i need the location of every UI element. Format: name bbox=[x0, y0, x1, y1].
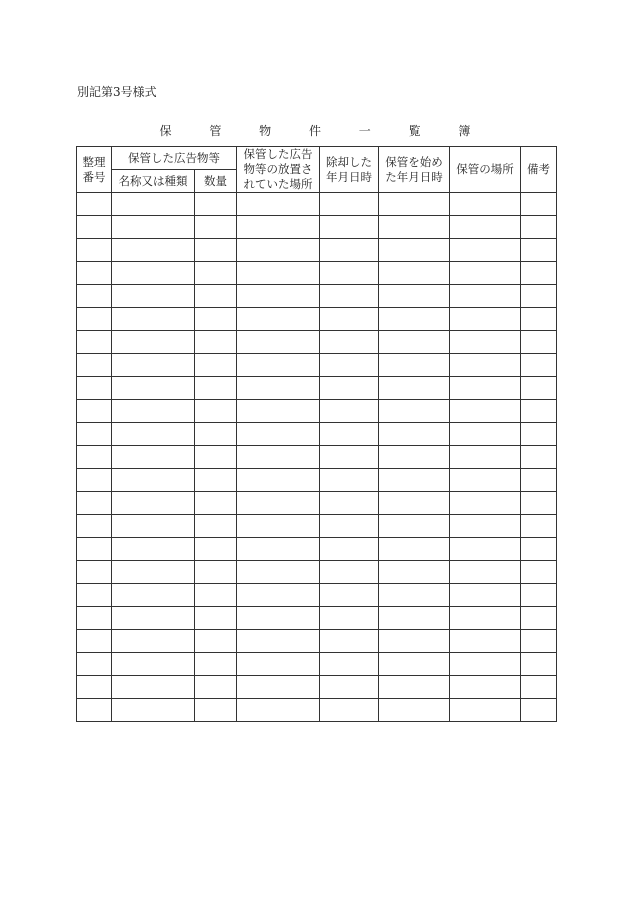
cell-number bbox=[77, 216, 112, 239]
cell-quantity bbox=[195, 561, 237, 584]
cell-number bbox=[77, 331, 112, 354]
table-row bbox=[77, 354, 557, 377]
cell-storage-start bbox=[379, 446, 450, 469]
cell-remarks bbox=[521, 607, 557, 630]
cell-abandoned-place bbox=[237, 446, 320, 469]
cell-removal-datetime bbox=[320, 331, 379, 354]
cell-number bbox=[77, 262, 112, 285]
header-abandoned-place bbox=[237, 147, 320, 193]
cell-abandoned-place bbox=[237, 538, 320, 561]
cell-number bbox=[77, 561, 112, 584]
cell-abandoned-place bbox=[237, 607, 320, 630]
cell-removal-datetime bbox=[320, 538, 379, 561]
cell-quantity bbox=[195, 699, 237, 722]
cell-name-or-type bbox=[112, 492, 195, 515]
cell-name-or-type bbox=[112, 423, 195, 446]
cell-remarks bbox=[521, 193, 557, 216]
cell-storage-place bbox=[450, 653, 521, 676]
header-abandoned-line2: 物等の放置さ bbox=[243, 162, 313, 176]
cell-removal-datetime bbox=[320, 400, 379, 423]
table-row bbox=[77, 561, 557, 584]
cell-quantity bbox=[195, 676, 237, 699]
cell-removal-datetime bbox=[320, 216, 379, 239]
cell-quantity bbox=[195, 630, 237, 653]
cell-storage-start bbox=[379, 193, 450, 216]
cell-storage-start bbox=[379, 607, 450, 630]
cell-storage-place bbox=[450, 538, 521, 561]
cell-number bbox=[77, 492, 112, 515]
cell-abandoned-place bbox=[237, 262, 320, 285]
cell-quantity bbox=[195, 469, 237, 492]
cell-abandoned-place bbox=[237, 423, 320, 446]
table-row bbox=[77, 308, 557, 331]
cell-storage-start bbox=[379, 492, 450, 515]
cell-name-or-type bbox=[112, 630, 195, 653]
cell-quantity bbox=[195, 653, 237, 676]
cell-abandoned-place bbox=[237, 653, 320, 676]
cell-removal-datetime bbox=[320, 262, 379, 285]
cell-name-or-type bbox=[112, 561, 195, 584]
cell-removal-datetime bbox=[320, 285, 379, 308]
table-row bbox=[77, 193, 557, 216]
cell-storage-start bbox=[379, 400, 450, 423]
table-row bbox=[77, 699, 557, 722]
table-row bbox=[77, 216, 557, 239]
table-row bbox=[77, 400, 557, 423]
cell-name-or-type bbox=[112, 331, 195, 354]
table-row bbox=[77, 331, 557, 354]
header-remarks: 備考 bbox=[521, 147, 557, 193]
cell-removal-datetime bbox=[320, 515, 379, 538]
cell-removal-datetime bbox=[320, 607, 379, 630]
cell-name-or-type bbox=[112, 354, 195, 377]
cell-remarks bbox=[521, 492, 557, 515]
cell-number bbox=[77, 446, 112, 469]
cell-number bbox=[77, 653, 112, 676]
cell-removal-datetime bbox=[320, 377, 379, 400]
cell-storage-start bbox=[379, 377, 450, 400]
cell-name-or-type bbox=[112, 653, 195, 676]
cell-storage-start bbox=[379, 630, 450, 653]
cell-name-or-type bbox=[112, 446, 195, 469]
cell-number bbox=[77, 239, 112, 262]
cell-name-or-type bbox=[112, 607, 195, 630]
cell-name-or-type bbox=[112, 377, 195, 400]
cell-abandoned-place bbox=[237, 400, 320, 423]
cell-quantity bbox=[195, 239, 237, 262]
table-row bbox=[77, 285, 557, 308]
cell-storage-start bbox=[379, 515, 450, 538]
cell-number bbox=[77, 193, 112, 216]
cell-removal-datetime bbox=[320, 308, 379, 331]
cell-remarks bbox=[521, 239, 557, 262]
cell-storage-place bbox=[450, 400, 521, 423]
cell-remarks bbox=[521, 653, 557, 676]
cell-storage-place bbox=[450, 469, 521, 492]
cell-name-or-type bbox=[112, 676, 195, 699]
table-row bbox=[77, 584, 557, 607]
cell-quantity bbox=[195, 515, 237, 538]
cell-quantity bbox=[195, 584, 237, 607]
cell-storage-place bbox=[450, 584, 521, 607]
cell-storage-place bbox=[450, 216, 521, 239]
cell-storage-place bbox=[450, 676, 521, 699]
cell-storage-start bbox=[379, 423, 450, 446]
cell-removal-datetime bbox=[320, 239, 379, 262]
cell-quantity bbox=[195, 446, 237, 469]
cell-name-or-type bbox=[112, 469, 195, 492]
cell-storage-place bbox=[450, 515, 521, 538]
cell-storage-place bbox=[450, 561, 521, 584]
cell-remarks bbox=[521, 676, 557, 699]
cell-name-or-type bbox=[112, 699, 195, 722]
cell-storage-start bbox=[379, 653, 450, 676]
cell-quantity bbox=[195, 492, 237, 515]
header-removal-datetime bbox=[320, 147, 379, 193]
cell-abandoned-place bbox=[237, 515, 320, 538]
cell-storage-place bbox=[450, 308, 521, 331]
cell-quantity bbox=[195, 354, 237, 377]
cell-quantity bbox=[195, 308, 237, 331]
cell-quantity bbox=[195, 377, 237, 400]
cell-remarks bbox=[521, 216, 557, 239]
cell-quantity bbox=[195, 262, 237, 285]
cell-number bbox=[77, 538, 112, 561]
header-removal-line1: 除却した bbox=[326, 154, 372, 169]
cell-storage-start bbox=[379, 308, 450, 331]
cell-abandoned-place bbox=[237, 285, 320, 308]
cell-removal-datetime bbox=[320, 653, 379, 676]
cell-removal-datetime bbox=[320, 469, 379, 492]
header-start-line2: た年月日時 bbox=[385, 169, 443, 184]
cell-quantity bbox=[195, 423, 237, 446]
header-storage-place: 保管の場所 bbox=[450, 147, 521, 193]
cell-abandoned-place bbox=[237, 239, 320, 262]
cell-abandoned-place bbox=[237, 377, 320, 400]
table-row bbox=[77, 630, 557, 653]
cell-number bbox=[77, 285, 112, 308]
cell-number bbox=[77, 308, 112, 331]
cell-remarks bbox=[521, 262, 557, 285]
header-name-or-type: 名称又は種類 bbox=[112, 170, 195, 193]
cell-storage-start bbox=[379, 331, 450, 354]
cell-storage-place bbox=[450, 423, 521, 446]
cell-storage-place bbox=[450, 492, 521, 515]
cell-storage-place bbox=[450, 699, 521, 722]
header-row-1 bbox=[77, 147, 557, 170]
table-row bbox=[77, 446, 557, 469]
cell-remarks bbox=[521, 446, 557, 469]
cell-storage-start bbox=[379, 285, 450, 308]
header-start-line1: 保管を始め bbox=[385, 154, 443, 169]
cell-name-or-type bbox=[112, 308, 195, 331]
cell-number bbox=[77, 469, 112, 492]
table-row bbox=[77, 607, 557, 630]
cell-storage-start bbox=[379, 561, 450, 584]
cell-abandoned-place bbox=[237, 193, 320, 216]
cell-remarks bbox=[521, 423, 557, 446]
cell-name-or-type bbox=[112, 216, 195, 239]
cell-storage-start bbox=[379, 676, 450, 699]
cell-storage-place bbox=[450, 377, 521, 400]
cell-storage-place bbox=[450, 331, 521, 354]
table-row bbox=[77, 492, 557, 515]
cell-storage-start bbox=[379, 354, 450, 377]
cell-abandoned-place bbox=[237, 216, 320, 239]
cell-abandoned-place bbox=[237, 308, 320, 331]
cell-remarks bbox=[521, 308, 557, 331]
cell-name-or-type bbox=[112, 285, 195, 308]
cell-abandoned-place bbox=[237, 699, 320, 722]
cell-storage-start bbox=[379, 699, 450, 722]
cell-remarks bbox=[521, 538, 557, 561]
cell-abandoned-place bbox=[237, 331, 320, 354]
header-abandoned-line1: 保管した広告 bbox=[243, 147, 313, 161]
cell-number bbox=[77, 607, 112, 630]
cell-storage-start bbox=[379, 538, 450, 561]
cell-name-or-type bbox=[112, 584, 195, 607]
cell-name-or-type bbox=[112, 239, 195, 262]
cell-removal-datetime bbox=[320, 676, 379, 699]
cell-number bbox=[77, 515, 112, 538]
cell-name-or-type bbox=[112, 538, 195, 561]
table-row bbox=[77, 515, 557, 538]
cell-storage-place bbox=[450, 285, 521, 308]
cell-removal-datetime bbox=[320, 630, 379, 653]
cell-storage-start bbox=[379, 262, 450, 285]
cell-name-or-type bbox=[112, 262, 195, 285]
header-quantity: 数量 bbox=[195, 170, 237, 193]
cell-storage-start bbox=[379, 584, 450, 607]
cell-name-or-type bbox=[112, 193, 195, 216]
cell-storage-start bbox=[379, 239, 450, 262]
table-row bbox=[77, 262, 557, 285]
cell-quantity bbox=[195, 400, 237, 423]
cell-storage-place bbox=[450, 354, 521, 377]
cell-number bbox=[77, 423, 112, 446]
table-row bbox=[77, 469, 557, 492]
cell-name-or-type bbox=[112, 400, 195, 423]
cell-removal-datetime bbox=[320, 423, 379, 446]
header-abandoned-line3: れていた場所 bbox=[243, 177, 313, 191]
header-number bbox=[77, 147, 112, 193]
cell-remarks bbox=[521, 331, 557, 354]
cell-storage-start bbox=[379, 216, 450, 239]
table-row bbox=[77, 423, 557, 446]
cell-number bbox=[77, 676, 112, 699]
cell-quantity bbox=[195, 331, 237, 354]
cell-remarks bbox=[521, 561, 557, 584]
cell-remarks bbox=[521, 515, 557, 538]
cell-abandoned-place bbox=[237, 676, 320, 699]
cell-quantity bbox=[195, 538, 237, 561]
cell-removal-datetime bbox=[320, 354, 379, 377]
cell-quantity bbox=[195, 285, 237, 308]
table-row bbox=[77, 538, 557, 561]
form-number: 別記第3号様式 bbox=[77, 85, 157, 99]
cell-remarks bbox=[521, 584, 557, 607]
table-row bbox=[77, 653, 557, 676]
cell-removal-datetime bbox=[320, 492, 379, 515]
header-stored-goods: 保管した広告物等 bbox=[112, 147, 237, 170]
cell-quantity bbox=[195, 216, 237, 239]
cell-number bbox=[77, 630, 112, 653]
cell-remarks bbox=[521, 285, 557, 308]
cell-storage-start bbox=[379, 469, 450, 492]
header-number-line1: 整理 bbox=[82, 154, 106, 169]
header-number-line2: 番号 bbox=[82, 169, 106, 184]
cell-removal-datetime bbox=[320, 193, 379, 216]
storage-register-table bbox=[76, 146, 557, 722]
cell-storage-place bbox=[450, 630, 521, 653]
cell-removal-datetime bbox=[320, 561, 379, 584]
cell-storage-place bbox=[450, 239, 521, 262]
cell-removal-datetime bbox=[320, 446, 379, 469]
cell-number bbox=[77, 584, 112, 607]
cell-storage-place bbox=[450, 607, 521, 630]
cell-name-or-type bbox=[112, 515, 195, 538]
table-row bbox=[77, 377, 557, 400]
cell-abandoned-place bbox=[237, 469, 320, 492]
cell-number bbox=[77, 699, 112, 722]
cell-remarks bbox=[521, 469, 557, 492]
cell-removal-datetime bbox=[320, 584, 379, 607]
cell-abandoned-place bbox=[237, 630, 320, 653]
cell-storage-place bbox=[450, 193, 521, 216]
cell-storage-place bbox=[450, 262, 521, 285]
cell-quantity bbox=[195, 607, 237, 630]
cell-remarks bbox=[521, 377, 557, 400]
cell-abandoned-place bbox=[237, 354, 320, 377]
page-title: 保 管 物 件 一 覧 簿 bbox=[159, 124, 488, 138]
table-row bbox=[77, 676, 557, 699]
header-storage-start bbox=[379, 147, 450, 193]
cell-storage-place bbox=[450, 446, 521, 469]
cell-abandoned-place bbox=[237, 561, 320, 584]
cell-number bbox=[77, 377, 112, 400]
cell-quantity bbox=[195, 193, 237, 216]
table-row bbox=[77, 239, 557, 262]
header-removal-line2: 年月日時 bbox=[326, 169, 372, 184]
cell-abandoned-place bbox=[237, 584, 320, 607]
cell-removal-datetime bbox=[320, 699, 379, 722]
cell-number bbox=[77, 354, 112, 377]
cell-abandoned-place bbox=[237, 492, 320, 515]
cell-remarks bbox=[521, 699, 557, 722]
cell-remarks bbox=[521, 630, 557, 653]
cell-remarks bbox=[521, 400, 557, 423]
cell-remarks bbox=[521, 354, 557, 377]
cell-number bbox=[77, 400, 112, 423]
